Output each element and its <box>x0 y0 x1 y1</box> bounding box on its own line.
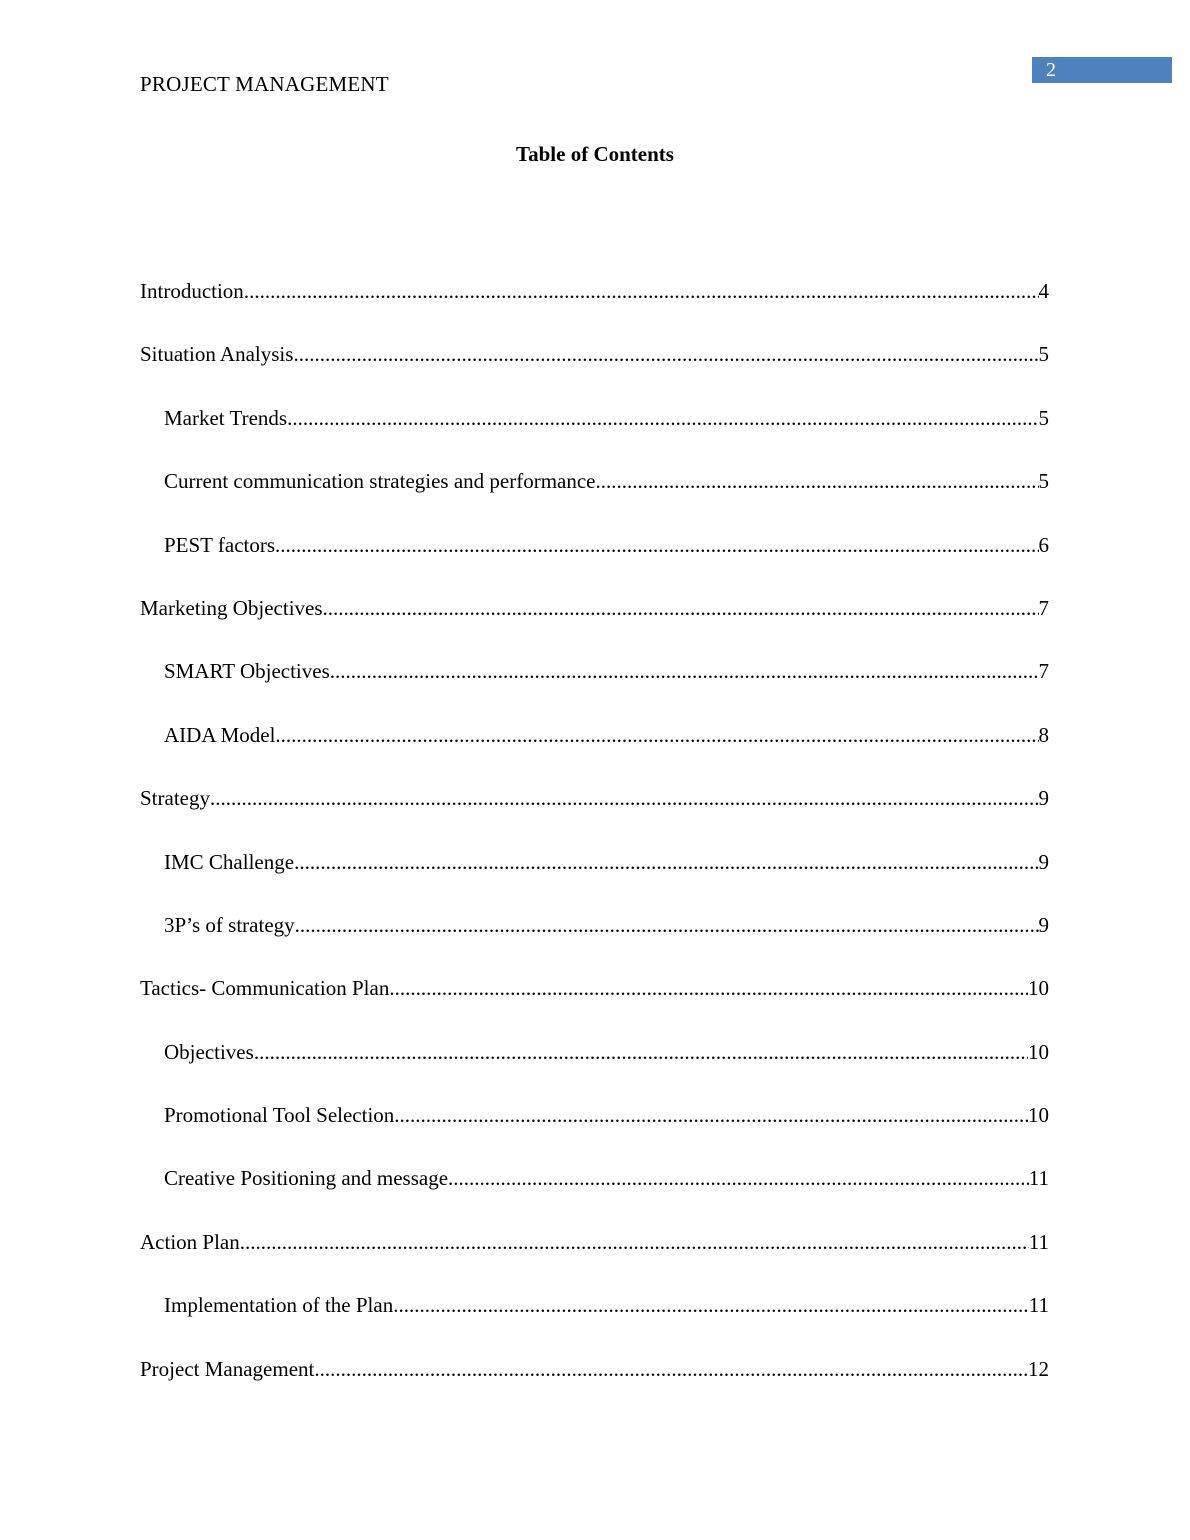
toc-entry-label: Market Trends <box>164 405 288 430</box>
toc-entry-label: Objectives <box>164 1039 254 1064</box>
toc-entry-label: Marketing Objectives <box>140 595 323 620</box>
toc-dot-leader <box>275 721 1038 749</box>
toc-dot-leader <box>389 974 1028 1002</box>
running-head: PROJECT MANAGEMENT <box>140 72 389 96</box>
toc-entry-page: 10 <box>1028 1039 1049 1064</box>
toc-entry-label: AIDA Model <box>164 722 276 747</box>
toc-entry-label: Introduction <box>140 279 244 303</box>
toc-entry-page: 6 <box>1038 532 1049 557</box>
toc-entry-page: 5 <box>1038 405 1049 430</box>
toc-dot-leader <box>314 1355 1028 1383</box>
toc-title: Table of Contents <box>516 142 674 166</box>
toc-entry-page: 10 <box>1028 1103 1049 1128</box>
toc-dot-leader <box>287 404 1038 432</box>
toc-entry-page: 11 <box>1028 1229 1049 1254</box>
toc-dot-leader <box>393 1291 1029 1319</box>
toc-entry[interactable] <box>140 259 1049 322</box>
toc-entry[interactable] <box>140 322 1049 385</box>
page-number-badge <box>1032 57 1172 83</box>
toc-entry[interactable] <box>140 576 1049 639</box>
toc-dot-leader <box>448 1164 1029 1192</box>
toc-dot-leader <box>293 340 1038 368</box>
toc-dot-leader <box>323 594 1039 622</box>
toc-entry-page: 5 <box>1038 469 1049 494</box>
toc-entry-page: 10 <box>1028 976 1049 1001</box>
toc-entry-page: 9 <box>1038 786 1049 811</box>
toc-entry-label: SMART Objectives <box>164 659 330 684</box>
toc-entry-page: 9 <box>1038 912 1049 937</box>
toc-list <box>140 259 1049 1400</box>
toc-entry-label: Creative Positioning and message <box>164 1166 449 1191</box>
toc-entry[interactable] <box>140 1210 1049 1273</box>
toc-entry-page: 12 <box>1028 1356 1049 1381</box>
toc-dot-leader <box>294 848 1038 876</box>
toc-entry[interactable] <box>140 1146 1049 1209</box>
toc-entry-label: Promotional Tool Selection <box>164 1103 395 1128</box>
toc-dot-leader <box>295 911 1039 939</box>
toc-entry-page: 5 <box>1038 342 1049 367</box>
toc-entry-page: 7 <box>1038 659 1049 684</box>
toc-dot-leader <box>244 277 1039 305</box>
toc-entry-label: Current communication strategies and performance <box>164 469 596 494</box>
toc-entry[interactable] <box>140 830 1049 893</box>
toc-dot-leader <box>330 657 1039 685</box>
toc-entry-page: 8 <box>1038 722 1049 747</box>
toc-entry-page: 11 <box>1028 1293 1049 1318</box>
toc-entry-label: IMC Challenge <box>164 849 295 874</box>
toc-entry[interactable] <box>140 449 1049 512</box>
toc-entry[interactable] <box>140 1337 1049 1400</box>
toc-entry[interactable] <box>140 956 1049 1019</box>
toc-entry[interactable] <box>140 1083 1049 1146</box>
toc-dot-leader <box>275 531 1038 559</box>
toc-entry[interactable] <box>140 893 1049 956</box>
toc-entry[interactable] <box>140 1273 1049 1336</box>
toc-entry[interactable] <box>140 386 1049 449</box>
toc-dot-leader <box>210 784 1039 812</box>
toc-dot-leader <box>254 1038 1028 1066</box>
toc-entry-page: 9 <box>1038 849 1049 874</box>
toc-entry-label: Implementation of the Plan <box>164 1293 394 1318</box>
toc-dot-leader <box>394 1101 1028 1129</box>
toc-entry-label: Action Plan <box>140 1229 240 1254</box>
toc-entry[interactable] <box>140 703 1049 766</box>
toc-entry-label: Tactics- Communication Plan <box>140 976 390 1001</box>
toc-entry[interactable] <box>140 766 1049 829</box>
toc-dot-leader <box>240 1228 1029 1256</box>
toc-entry-label: Strategy <box>140 786 210 811</box>
toc-entry-label: Project Management <box>140 1356 315 1381</box>
toc-entry-page: 11 <box>1028 1166 1049 1191</box>
toc-entry-label: 3P’s of strategy <box>164 912 295 937</box>
toc-entry-label: Situation Analysis <box>140 342 294 367</box>
toc-entry[interactable] <box>140 639 1049 702</box>
toc-dot-leader <box>596 467 1039 495</box>
toc-entry[interactable] <box>140 513 1049 576</box>
toc-entry-page: 4 <box>1038 279 1049 303</box>
toc-entry-label: PEST factors <box>164 532 276 557</box>
toc-entry-page: 7 <box>1038 595 1049 620</box>
page-number: 2 <box>1046 59 1056 81</box>
toc-entry[interactable] <box>140 1020 1049 1083</box>
